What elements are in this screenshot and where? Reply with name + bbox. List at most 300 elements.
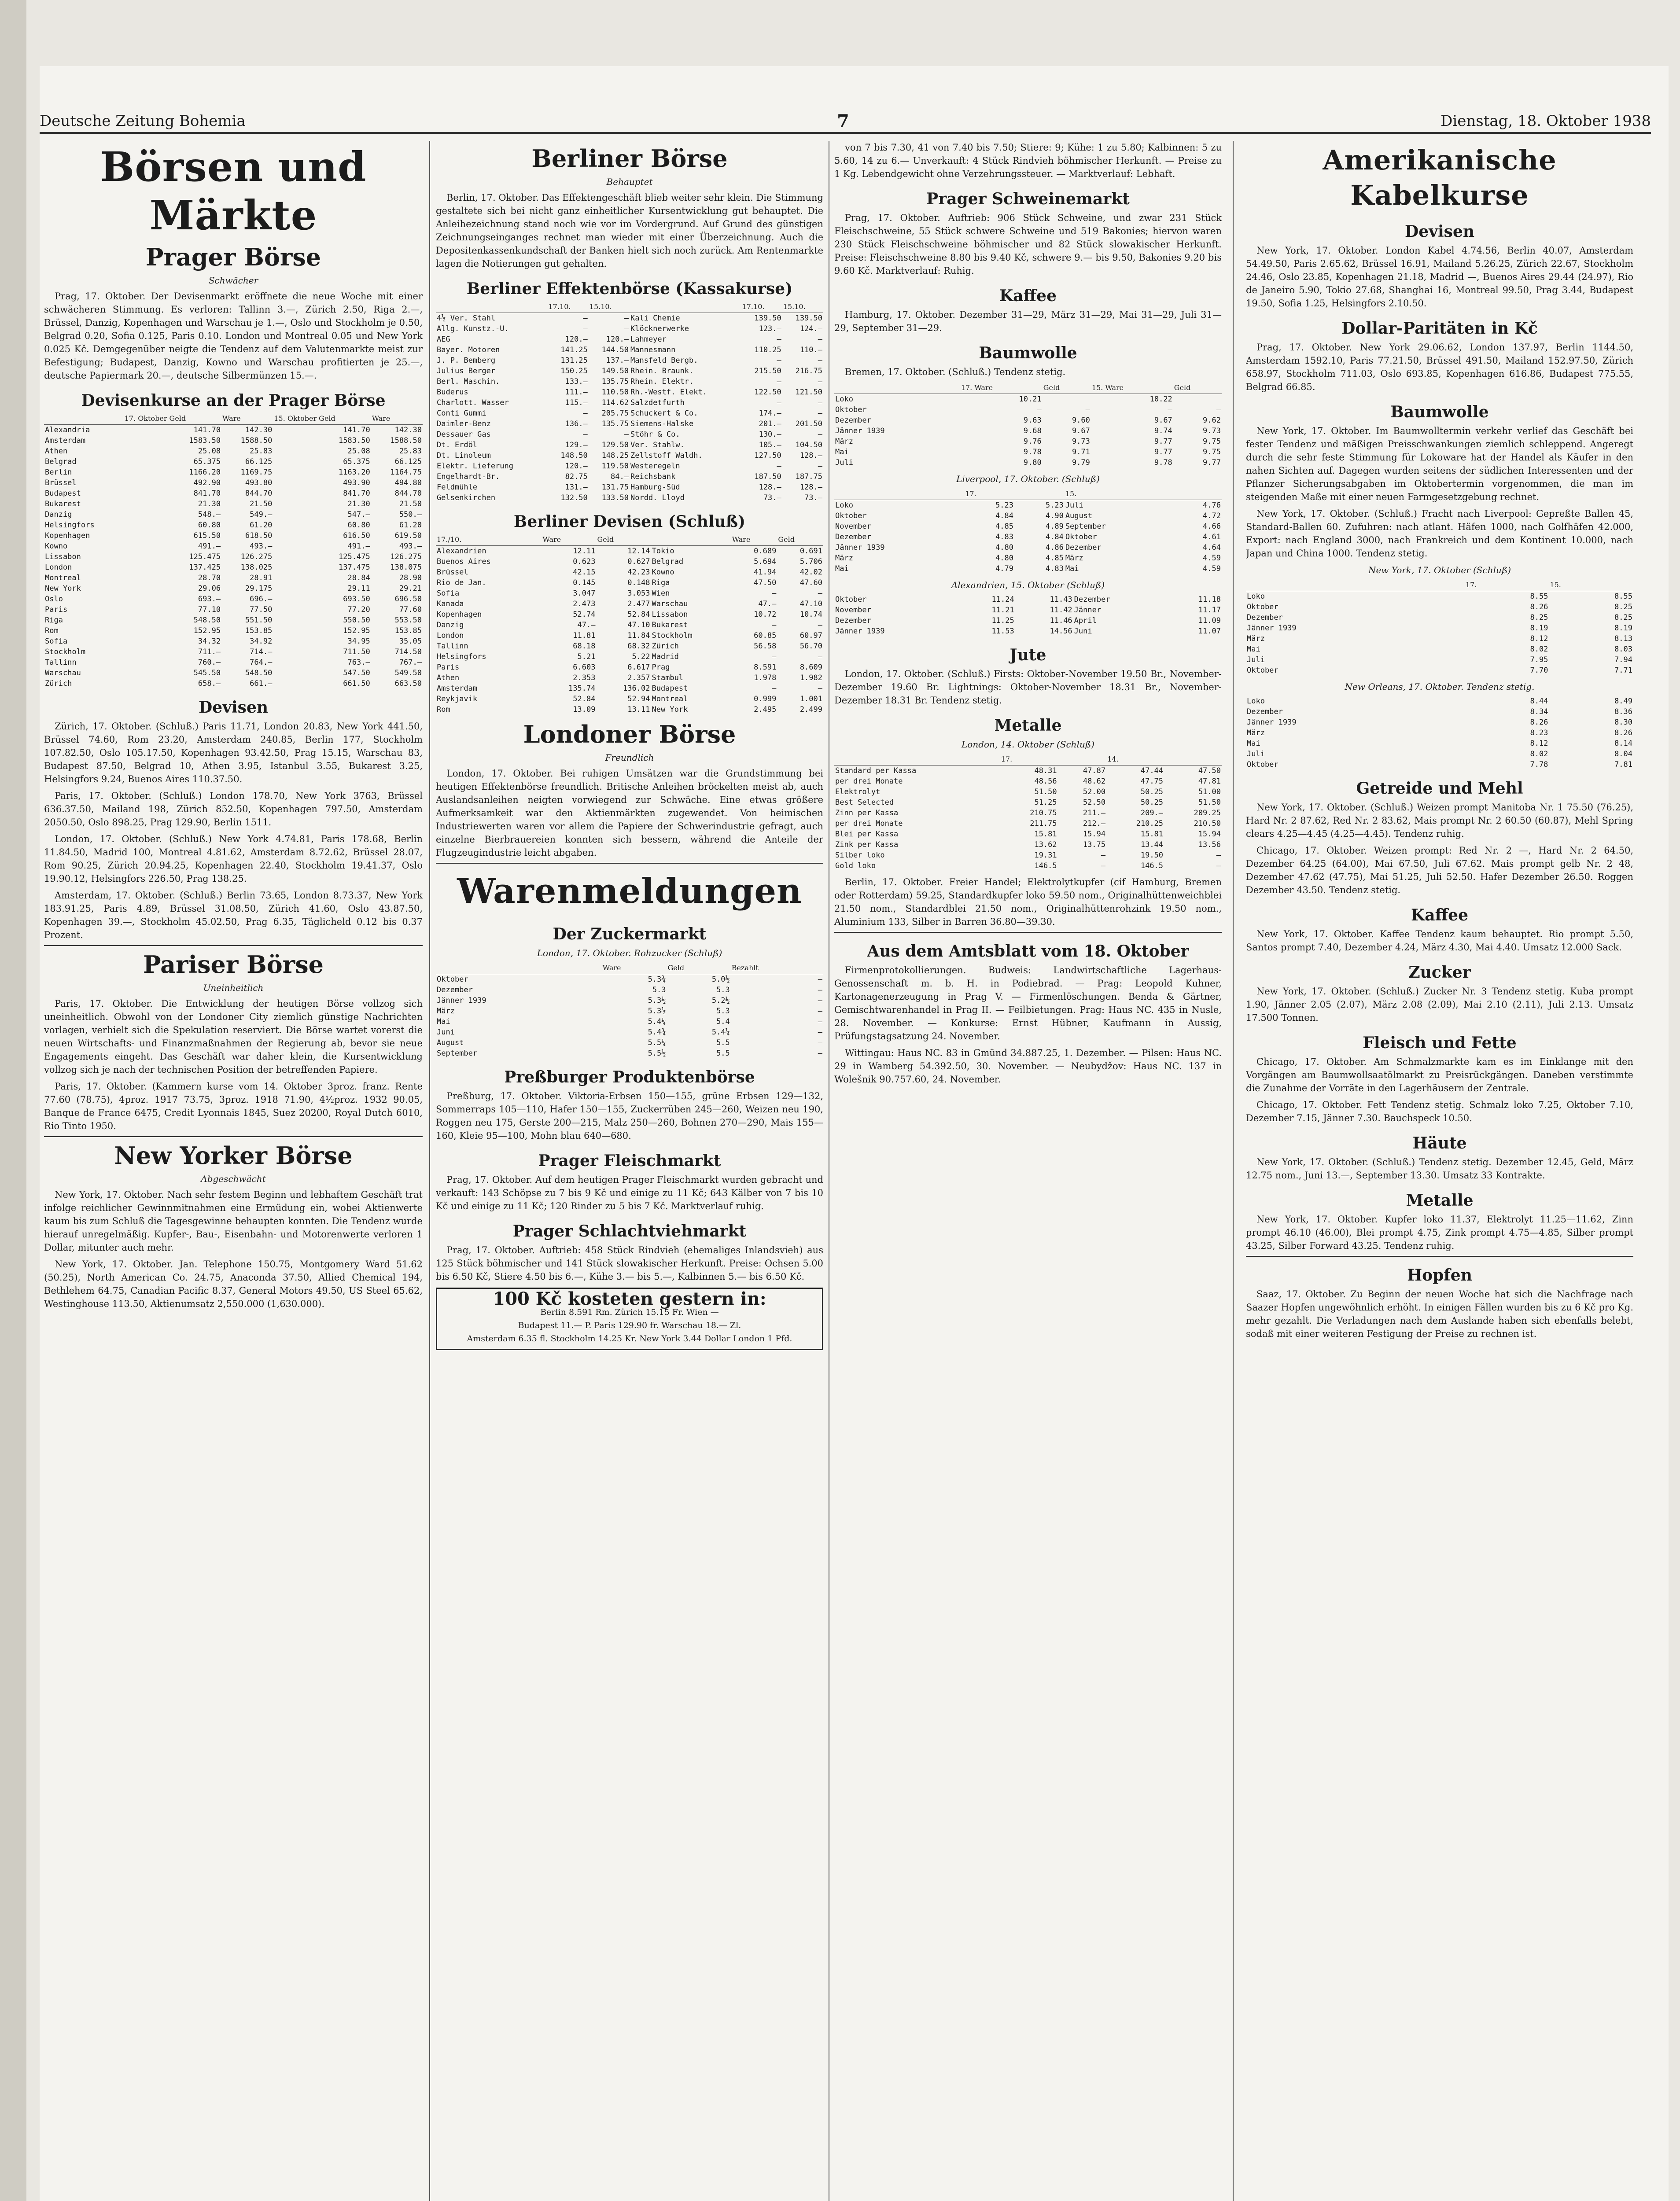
table-row bbox=[436, 429, 823, 440]
table-cell: März bbox=[1247, 634, 1265, 643]
table-cell: 48.56 bbox=[1034, 777, 1057, 786]
table-cell: 11.21 bbox=[991, 606, 1014, 615]
article-title: Jute bbox=[1009, 646, 1046, 664]
table-cell: 1583.50 bbox=[339, 436, 370, 445]
table-cell: 491.— bbox=[198, 542, 221, 551]
table-cell: 111.— bbox=[565, 388, 588, 397]
table-row bbox=[834, 787, 1222, 797]
table-cell: — bbox=[818, 462, 822, 471]
table-cell: Oslo bbox=[45, 595, 63, 604]
table-cell: 9.67 bbox=[1072, 427, 1090, 435]
table-cell: Mai bbox=[1247, 739, 1260, 748]
table-cell: 4.59 bbox=[1203, 554, 1221, 563]
table-cell: Elektr. Lieferung bbox=[437, 462, 513, 471]
table-cell: Warschau bbox=[652, 600, 688, 608]
table-cell: — bbox=[818, 1007, 822, 1016]
table-cell: 153.85 bbox=[394, 626, 422, 635]
table-row bbox=[834, 521, 1222, 532]
table-cell: 128.— bbox=[799, 483, 822, 492]
table-cell: 844.70 bbox=[245, 489, 273, 498]
table-cell: Belgrad bbox=[652, 557, 684, 566]
article-text: Amsterdam, 17. Oktober. (Schluß.) Berlin 73.65, London 8.73.37, New York 183.91.25, Paris 4.89, Brüssel 31.08.50, Zürich 41.60, Oslo 43.87.50, Kopenhagen 39.—, Stockholm 45.02.50, Prag 6.35, Täglicheld 0.12 bis 0.37 Prozent. bbox=[44, 890, 423, 940]
table-cell: 0.623 bbox=[573, 557, 596, 566]
table-cell: 491.— bbox=[347, 542, 370, 551]
table-cell: — bbox=[818, 1049, 822, 1058]
table-cell: 129.— bbox=[565, 441, 588, 449]
table-cell: 8.02 bbox=[1530, 750, 1548, 758]
table-cell: 8.25 bbox=[1530, 613, 1548, 622]
table-cell: 11.18 bbox=[1198, 595, 1221, 604]
table-cell: 60.85 bbox=[754, 631, 777, 640]
table-header-cell: 17./10. bbox=[436, 534, 542, 546]
section-title: Börsen und Märkte bbox=[100, 143, 367, 239]
table-cell: 8.44 bbox=[1530, 697, 1548, 706]
table-cell: 47.— bbox=[577, 621, 596, 629]
table-row bbox=[834, 500, 1222, 511]
table-row bbox=[44, 425, 423, 436]
table-row bbox=[834, 850, 1222, 861]
table-cell: per drei Monate bbox=[835, 777, 903, 786]
table-cell: Reykjavik bbox=[437, 695, 478, 703]
table-cell: 137.475 bbox=[339, 563, 370, 572]
article-title: Devisen bbox=[198, 698, 269, 717]
table-row bbox=[436, 588, 823, 599]
table-cell: 47.10 bbox=[799, 600, 822, 608]
table-cell: 135.75 bbox=[601, 377, 629, 386]
table-cell: 73.— bbox=[804, 493, 822, 502]
table-cell: Julius Berger bbox=[437, 367, 496, 375]
table-cell: 9.71 bbox=[1072, 448, 1090, 456]
liverpool-table bbox=[834, 488, 1222, 574]
table-cell: 25.08 bbox=[198, 447, 221, 456]
table-header-cell: 17. bbox=[1465, 579, 1549, 591]
table-cell: — bbox=[818, 409, 822, 418]
table-row bbox=[834, 394, 1222, 405]
table-cell: 51.25 bbox=[1034, 798, 1057, 807]
table-cell: 19.31 bbox=[1034, 851, 1057, 860]
table-cell: Loko bbox=[1247, 592, 1265, 601]
table-header-cell bbox=[834, 488, 964, 500]
table-cell: 1.978 bbox=[754, 674, 777, 682]
table-cell: 9.77 bbox=[1203, 458, 1221, 467]
table-cell: — bbox=[772, 684, 777, 693]
table-cell: Danzig bbox=[45, 510, 72, 519]
table-row bbox=[834, 818, 1222, 829]
table-cell: Juli bbox=[1247, 655, 1265, 664]
table-cell: Buenos Aires bbox=[437, 557, 491, 566]
table-cell: — bbox=[583, 430, 588, 439]
table-cell: 548.— bbox=[198, 510, 221, 519]
table-header-cell: Geld bbox=[1173, 382, 1222, 394]
table-cell: 616.50 bbox=[343, 531, 370, 540]
table-cell: 152.95 bbox=[343, 626, 370, 635]
table-cell: 149.50 bbox=[601, 367, 629, 375]
table-row bbox=[1246, 728, 1633, 738]
kassa-table bbox=[436, 301, 823, 503]
table-cell: 19.50 bbox=[1140, 851, 1164, 860]
table-cell: 1588.50 bbox=[390, 436, 422, 445]
table-header-cell: 15. Oktober Geld bbox=[273, 413, 371, 425]
table-cell: Oktober bbox=[1247, 666, 1278, 675]
table-cell: Gold loko bbox=[835, 861, 876, 870]
table-cell: — bbox=[818, 621, 822, 629]
table-cell: Stockholm bbox=[652, 631, 693, 640]
article-text: Paris, 17. Oktober. (Schluß.) London 178.70, New York 3763, Brüssel 636.37.50, Mailand 198, Zürich 852.50, Kopenhagen 797.50, Amsterdam 2050.50, Oslo 898.25, Prag 129.90, Berlin 1511. bbox=[44, 791, 423, 828]
table-cell: 4.85 bbox=[1045, 554, 1064, 563]
table-cell: Elektrolyt bbox=[835, 788, 881, 796]
table-row bbox=[1246, 655, 1633, 665]
table-cell: Kopenhagen bbox=[45, 531, 90, 540]
table-cell: Jänner 1939 bbox=[835, 627, 885, 636]
table-cell: 4.90 bbox=[1045, 512, 1064, 520]
table-cell: Kowno bbox=[652, 568, 674, 577]
table-header-cell bbox=[436, 301, 548, 313]
table-cell: — bbox=[1168, 405, 1172, 414]
table-cell: Berl. Maschin. bbox=[437, 377, 500, 386]
table-row bbox=[436, 694, 823, 704]
table-cell: 51.50 bbox=[1034, 788, 1057, 796]
table-cell: Rom bbox=[45, 626, 59, 635]
table-cell: 9.78 bbox=[1154, 458, 1172, 467]
table-row bbox=[44, 636, 423, 647]
table-cell: 8.36 bbox=[1614, 707, 1632, 716]
table-row bbox=[44, 488, 423, 499]
table-row bbox=[436, 313, 823, 324]
article-subtitle: Schwächer bbox=[208, 275, 258, 286]
table-title: Liverpool, 17. Oktober. (Schluß) bbox=[956, 474, 1100, 484]
table-cell: 139.50 bbox=[795, 314, 822, 323]
article-title: Dollar-Paritäten in Kč bbox=[1341, 319, 1538, 338]
table-cell: Standard per Kassa bbox=[835, 766, 917, 775]
article-text: Bremen, 17. Oktober. (Schluß.) Tendenz stetig. bbox=[845, 367, 1066, 377]
article-text: New York, 17. Oktober. (Schluß.) Fracht nach Liverpool: Gepreßte Ballen 45, Standard-Ballen 60. Zufuhren: nach atlant. Häfen 1000, nach Golfhäfen 42.000, Export: nach England 3000, nach Frankreich und dem Kontinent 10.000, nach Japan und China 1000. Tendenz stetig. bbox=[1246, 508, 1633, 559]
table-cell: 493.80 bbox=[245, 478, 273, 487]
table-cell: Mai bbox=[437, 1017, 450, 1026]
table-cell: 9.77 bbox=[1154, 437, 1172, 446]
article-title: Häute bbox=[1412, 1134, 1467, 1152]
table-cell: Dezember bbox=[835, 533, 871, 541]
table-cell: 8.34 bbox=[1530, 707, 1548, 716]
table-cell: Hamburg-Süd bbox=[630, 483, 680, 492]
table-cell: 10.72 bbox=[754, 610, 777, 619]
article-text: Paris, 17. Oktober. Die Entwicklung der heutigen Börse vollzog sich uneinheitlich. Obwohl von der Londoner City ziemlich günstige Nachrichten vorlagen, verhielt sich die Spekulation reserviert. Die Börse wartet vorerst die neuen Wirtschafts- und Finanzmaßnahmen der Regierung ab, bevor sie neue Engagements eingeht. Das Geschäft war daher klein, die Kursentwicklung vollzog sich je nach der technischen Position der betreffenden Papiere. bbox=[44, 998, 423, 1075]
article-text: Berlin, 17. Oktober. Freier Handel; Elektrolytkupfer (cif Hamburg, Bremen oder Rotterdam) 59.25, Standardkupfer loko 59.50 nom., Originalhüttenweichblei 21.50 nom., Standardblei 21.50 nom., Originalhüttenrohzink 19.50 nom., Aluminium 133, Silber in Barren 36.80—39.30. bbox=[834, 877, 1222, 927]
table-row bbox=[834, 808, 1222, 818]
table-cell: 51.50 bbox=[1198, 798, 1221, 807]
table-cell: Tallinn bbox=[437, 642, 468, 651]
table-header-cell: 15.10. bbox=[782, 301, 823, 313]
table-cell: 2.499 bbox=[799, 705, 822, 714]
table-cell: 9.78 bbox=[1023, 448, 1042, 456]
table-cell: 15.81 bbox=[1034, 830, 1057, 839]
table-cell: Tokio bbox=[652, 547, 674, 556]
table-row bbox=[436, 651, 823, 662]
table-cell: Jänner 1939 bbox=[1247, 624, 1297, 633]
table-row bbox=[1246, 602, 1633, 612]
table-cell: 8.03 bbox=[1614, 645, 1632, 654]
table-row bbox=[1246, 759, 1633, 770]
table-cell: 12.11 bbox=[573, 547, 596, 556]
table-header-cell: Ware bbox=[221, 413, 273, 425]
table-cell: 84.— bbox=[611, 472, 629, 481]
table-cell: 7.81 bbox=[1614, 760, 1632, 769]
table-cell: 61.20 bbox=[250, 521, 273, 530]
table-cell: 137.425 bbox=[189, 563, 221, 572]
table-cell: 138.075 bbox=[390, 563, 422, 572]
table-cell: 131.— bbox=[565, 483, 588, 492]
table-cell: 2.477 bbox=[627, 600, 650, 608]
table-row bbox=[436, 398, 823, 408]
table-cell: 34.95 bbox=[347, 637, 370, 646]
article-title: Baumwolle bbox=[1390, 403, 1489, 421]
table-cell: — bbox=[1037, 405, 1042, 414]
table-cell: 131.75 bbox=[601, 483, 629, 492]
table-cell: Tallinn bbox=[45, 658, 77, 667]
table-cell: August bbox=[437, 1038, 464, 1047]
table-cell: Westeregeln bbox=[630, 462, 680, 471]
article-subtitle: London, 14. Oktober (Schluß) bbox=[962, 739, 1094, 750]
article-text: New York, 17. Oktober. London Kabel 4.74.56, Berlin 40.07, Amsterdam 54.49.50, Paris 2.65.62, Brüssel 16.91, Mailand 5.26.25, Zürich 22.67, Stockholm 24.46, Oslo 23.85, Kopenhagen 21.18, Madrid —, Buenos Aires 29.44 (24.97), Rio de Janeiro 5.90, Tokio 27.68, Shanghai 16, Montreal 99.50, Prag 3.44, Budapest 19.50, Sofia 1.25, Helsingfors 2.10.50. bbox=[1246, 245, 1633, 309]
table-cell: — bbox=[1216, 861, 1221, 870]
table-cell: Dezember bbox=[1065, 543, 1102, 552]
table-cell: 138.025 bbox=[240, 563, 273, 572]
column-4 bbox=[1246, 141, 1633, 2201]
table-cell: 105.— bbox=[759, 441, 781, 449]
table-cell: Sofia bbox=[45, 637, 68, 646]
table-cell: 11.09 bbox=[1198, 616, 1221, 625]
table-cell: Dt. Linoleum bbox=[437, 451, 491, 460]
article-title: Preßburger Produktenbörse bbox=[504, 1068, 755, 1086]
table-cell: 66.125 bbox=[394, 457, 422, 466]
table-cell: 5.3 bbox=[716, 1007, 730, 1016]
table-cell: Stöhr & Co. bbox=[630, 430, 680, 439]
table-cell: 8.12 bbox=[1530, 739, 1548, 748]
table-row bbox=[834, 511, 1222, 521]
article-title: Berliner Börse bbox=[531, 144, 728, 173]
table-cell: 8.25 bbox=[1614, 603, 1632, 611]
table-row bbox=[44, 604, 423, 615]
table-cell: 548.50 bbox=[245, 669, 273, 677]
table-cell: 9.76 bbox=[1023, 437, 1042, 446]
table-cell: — bbox=[818, 377, 822, 386]
table-cell: 65.375 bbox=[193, 457, 221, 466]
table-cell: Siemens-Halske bbox=[630, 420, 694, 428]
table-cell: 4.72 bbox=[1203, 512, 1221, 520]
table-cell: März bbox=[835, 437, 853, 446]
table-cell: 110.25 bbox=[754, 346, 781, 354]
table-row bbox=[834, 766, 1222, 777]
article-title: Pariser Börse bbox=[143, 950, 324, 979]
table-cell: Loko bbox=[835, 501, 853, 510]
table-cell: 12.14 bbox=[627, 547, 650, 556]
table-row bbox=[436, 419, 823, 429]
table-cell: Juni bbox=[1074, 627, 1092, 636]
table-row bbox=[834, 615, 1222, 626]
table-cell: 1588.50 bbox=[240, 436, 273, 445]
table-cell: Dessauer Gas bbox=[437, 430, 491, 439]
article-text: Preßburg, 17. Oktober. Viktoria-Erbsen 150—155, grüne Erbsen 129—132, Sommerraps 105—110, Hafer 150—155, Zuckerrüben 245—260, Weizen neu 190, Roggen neu 175, Gerste 200—215, Malz 250—260, Bohnen 270—290, Mais 155—160, Kleie 95—100, Mohn blau 640—680. bbox=[436, 1091, 823, 1141]
table-cell: 47.44 bbox=[1140, 766, 1164, 775]
table-cell: Juli bbox=[1065, 501, 1083, 510]
table-cell: 5.5¼ bbox=[648, 1038, 666, 1047]
table-cell: 28.91 bbox=[250, 574, 273, 582]
table-cell: Buderus bbox=[437, 388, 468, 397]
article-title: Fleisch und Fette bbox=[1363, 1034, 1517, 1052]
table-cell: 5.3 bbox=[652, 986, 666, 994]
table-cell: 0.999 bbox=[754, 695, 777, 703]
table-cell: 5.3½ bbox=[648, 996, 666, 1005]
article-title: New Yorker Börse bbox=[114, 1141, 353, 1170]
table-cell: — bbox=[1101, 851, 1106, 860]
table-cell: 4.80 bbox=[995, 554, 1013, 563]
table-cell: Gelsenkirchen bbox=[437, 493, 496, 502]
table-cell: 61.20 bbox=[399, 521, 422, 530]
table-cell: Zink per Kassa bbox=[835, 840, 899, 849]
table-cell: — bbox=[777, 398, 781, 407]
table-row bbox=[436, 1006, 823, 1016]
article-text: Paris, 17. Oktober. (Kammern kurse vom 14. Oktober 3proz. franz. Rente 77.60 (78.75), 4proz. 1917 73.75, 3proz. 1918 71.90, 4½proz. 1932 90.05, Banque de France 6475, Credit Lyonnais 1845, Suez 20200, Royal Dutch 6010, Rio Tinto 1950. bbox=[44, 1081, 423, 1131]
table-cell: 125.475 bbox=[189, 552, 221, 561]
table-cell: 493.— bbox=[399, 542, 422, 551]
table-cell: Reichsbank bbox=[630, 472, 676, 481]
table-row bbox=[44, 456, 423, 467]
table-header-cell: 17. bbox=[1000, 754, 1058, 766]
table-cell: 47.— bbox=[758, 600, 777, 608]
table-cell: 5.5½ bbox=[648, 1049, 666, 1058]
article-title: Prager Schweinemarkt bbox=[926, 190, 1130, 208]
table-cell: Juli bbox=[1247, 750, 1265, 758]
table-cell: 15.94 bbox=[1083, 830, 1106, 839]
table-row bbox=[436, 578, 823, 588]
table-row bbox=[1246, 738, 1633, 749]
article-text: London, 17. Oktober. (Schluß.) Firsts: Oktober-November 19.50 Br., November-Dezember 19.60 Br. Lightnings: Oktober-November 18.31 Br., November-Dezember 18.31 Br. Tendenz stetig. bbox=[834, 669, 1222, 706]
table-cell: Madrid bbox=[652, 652, 679, 661]
table-cell: 4.89 bbox=[1045, 522, 1064, 531]
table-row bbox=[834, 605, 1222, 615]
article-title: Metalle bbox=[1406, 1191, 1474, 1210]
table-cell: 152.95 bbox=[193, 626, 221, 635]
table-cell: 51.00 bbox=[1198, 788, 1221, 796]
table-cell: 8.12 bbox=[1530, 634, 1548, 643]
table-cell: 130.— bbox=[759, 430, 781, 439]
table-row bbox=[44, 594, 423, 604]
article-text: Prag, 17. Oktober. Auf dem heutigen Prager Fleischmarkt wurden gebracht und verkauft: 143 Schöpse zu 7 bis 9 Kč und einige zu 11 Kč; 643 Kälber von 7 bis 10 Kč und einige zu 11 Kč; 120 Rinder zu 5 bis 7 Kč. Marktverlauf ruhig. bbox=[436, 1174, 823, 1211]
table-cell: 50.25 bbox=[1140, 788, 1164, 796]
article-text: New York, 17. Oktober. Im Baumwolltermin verkehr verlief das Geschäft bei fester Tendenz und mäßigen Preisschwankungen ziemlich schleppend. Angeregt durch die sehr feste Stimmung für Lokoware hat der Handel als Käufer in den nahen Sichten auf. Dagegen wurden seitens der südlichen Interessenten und der Pflanzer Sicherungsabgaben im Oktobertermin vorgenommen, die man im steigenden Maße mit einer neuen Farmgesetzgebung rechnet. bbox=[1246, 426, 1633, 502]
table-cell: Rh.-Westf. Elekt. bbox=[630, 388, 707, 397]
table-cell: April bbox=[1074, 616, 1097, 625]
table-cell: 133.— bbox=[565, 377, 588, 386]
table-cell: 141.25 bbox=[560, 346, 588, 354]
table-cell: 122.50 bbox=[754, 388, 781, 397]
table-cell: 148.25 bbox=[601, 451, 629, 460]
table-cell: — bbox=[624, 314, 629, 323]
table-cell: Dezember bbox=[835, 416, 871, 425]
table-cell: 8.26 bbox=[1614, 729, 1632, 737]
table-cell: 47.50 bbox=[754, 578, 777, 587]
table-row bbox=[44, 668, 423, 678]
table-cell: 13.75 bbox=[1083, 840, 1106, 849]
berlin-devisen-table bbox=[436, 534, 823, 715]
table-cell: 9.67 bbox=[1154, 416, 1172, 425]
table-cell: Amsterdam bbox=[437, 684, 478, 693]
table-row bbox=[436, 673, 823, 683]
table-cell: 148.50 bbox=[560, 451, 588, 460]
table-cell: 550.50 bbox=[343, 616, 370, 625]
table-title: Berliner Devisen (Schluß) bbox=[513, 512, 746, 531]
table-row bbox=[44, 615, 423, 626]
table-cell: Silber loko bbox=[835, 851, 885, 860]
table-row bbox=[436, 556, 823, 567]
table-row bbox=[834, 829, 1222, 839]
divider bbox=[436, 863, 823, 864]
table-row bbox=[834, 861, 1222, 871]
table-cell: 128.— bbox=[799, 451, 822, 460]
table-cell: 212.— bbox=[1083, 819, 1106, 828]
table-row bbox=[436, 1016, 823, 1027]
table-cell: 550.— bbox=[399, 510, 422, 519]
table-cell: 8.02 bbox=[1530, 645, 1548, 654]
table-cell: August bbox=[1065, 512, 1093, 520]
table-cell: Budapest bbox=[45, 489, 81, 498]
table-cell: 25.83 bbox=[250, 447, 273, 456]
table-row bbox=[436, 995, 823, 1006]
table-row bbox=[44, 478, 423, 488]
table-row bbox=[436, 974, 823, 985]
table-cell: — bbox=[772, 652, 777, 661]
table-header-cell: Geld bbox=[1043, 382, 1091, 394]
article-subtitle: Behauptet bbox=[606, 177, 653, 187]
table-cell: Riga bbox=[45, 616, 63, 625]
table-cell: 760.— bbox=[198, 658, 221, 667]
table-cell: 129.50 bbox=[601, 441, 629, 449]
table-cell: November bbox=[835, 522, 871, 531]
table-cell: 210.75 bbox=[1030, 809, 1057, 817]
table-cell: 763.— bbox=[347, 658, 370, 667]
table-row bbox=[1246, 623, 1633, 633]
article-text: Wittingau: Haus NC. 83 in Gmünd 34.887.25, 1. Dezember. — Pilsen: Haus NC. 29 in Wamberg 54.392.50, 30. November. — Neubydžov: Haus NC. 137 in Wolešnik 90.757.60, 24. November. bbox=[834, 1048, 1222, 1085]
table-cell: 5.21 bbox=[577, 652, 596, 661]
table-cell: Zinn per Kassa bbox=[835, 809, 899, 817]
table-cell: 11.84 bbox=[627, 631, 650, 640]
table-row bbox=[436, 334, 823, 345]
column-rule bbox=[429, 141, 430, 2201]
table-cell: 5.4¼ bbox=[711, 1028, 730, 1037]
table-cell: März bbox=[1065, 554, 1083, 563]
header-page-number: 7 bbox=[837, 110, 849, 132]
table-cell: 209.— bbox=[1140, 809, 1164, 817]
table-cell: Engelhardt-Br. bbox=[437, 472, 500, 481]
table-cell: Schuckert & Co. bbox=[630, 409, 698, 418]
table-row bbox=[436, 1038, 823, 1048]
table-cell: — bbox=[818, 1017, 822, 1026]
table-cell: Riga bbox=[652, 578, 670, 587]
table-row bbox=[1246, 717, 1633, 728]
table-row bbox=[436, 567, 823, 578]
table-cell: 9.79 bbox=[1072, 458, 1090, 467]
table-cell: 119.50 bbox=[601, 462, 629, 471]
table-cell: 60.97 bbox=[799, 631, 822, 640]
table-cell: 696.— bbox=[250, 595, 273, 604]
article-text: Chicago, 17. Oktober. Weizen prompt: Red Nr. 2 —, Hard Nr. 2 64.50, Dezember 64.25 (64.00), Mai 67.50, Juli 67.62. Mais prompt gelb Nr. 2 48, Dezember 47.62 (47.75), Mai 51.25, Juli 52.50. Hafer Dezember 26.50. Roggen Dezember 43.50. Tendenz stetig. bbox=[1246, 845, 1633, 895]
table-cell: 68.32 bbox=[627, 642, 650, 651]
article-subtitle: Abgeschwächt bbox=[201, 1174, 266, 1184]
table-row bbox=[44, 509, 423, 520]
table-cell: 47.75 bbox=[1140, 777, 1164, 786]
table-cell: 661.50 bbox=[343, 679, 370, 688]
table-cell: 5.3¾ bbox=[648, 975, 666, 984]
table-cell: 77.10 bbox=[198, 605, 221, 614]
